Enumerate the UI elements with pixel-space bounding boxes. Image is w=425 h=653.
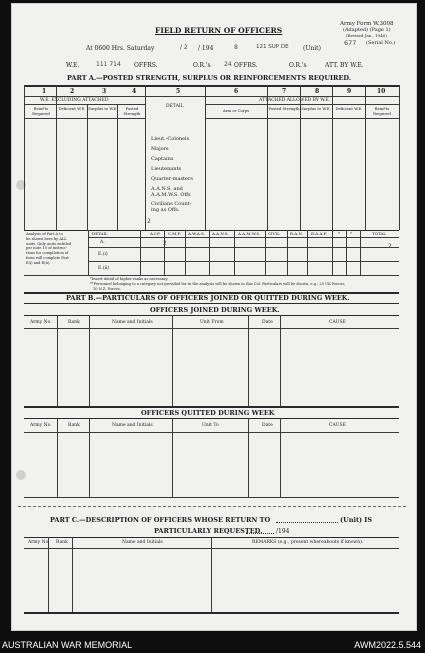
col-line <box>117 104 118 230</box>
form-number: Army Form W.3008 <box>340 21 394 27</box>
col-num-10: 10 <box>377 88 386 95</box>
unit-label: (Unit) <box>303 45 321 52</box>
ors2-label: O.R.'s <box>289 62 307 69</box>
col-line <box>280 315 281 407</box>
c-h-name: Name and Initials <box>122 540 163 545</box>
joined-h-rank: Rank <box>68 320 80 325</box>
analysis-row-eii: E.(ii) <box>98 266 110 271</box>
detail-lt-colonels: Lieut.-Colonels <box>151 136 190 142</box>
rule <box>24 406 399 408</box>
col-line <box>287 230 288 275</box>
col-line <box>145 85 146 230</box>
analysis-h-ran: R.A.N. <box>290 231 303 236</box>
col-line <box>248 315 249 407</box>
offrs2-label: OFFRS. <box>234 62 258 69</box>
rule <box>24 432 399 433</box>
detail-lieutenants: Lieutenants <box>151 166 182 172</box>
we-excluding-header: W.E. EXCLUDING ATTACHED <box>40 98 109 103</box>
analysis-h-awas: A.W.A.S. <box>188 231 205 236</box>
sub-deficient-1: Deficient W.E. <box>58 106 86 111</box>
sub-posted-2: Posted Strength <box>268 106 300 111</box>
joined-h-unit-from: Unit From <box>200 320 224 325</box>
analysis-h-aif: A.I.F. <box>150 231 161 236</box>
joined-h-cause: CAUSE <box>329 320 346 325</box>
perforation <box>18 506 406 507</box>
col-num-5: 5 <box>176 88 181 95</box>
analysis-note-line: Analysis of Part A to <box>26 232 63 236</box>
joined-h-date: Date <box>262 320 273 325</box>
detail-civilians-2: ing as Offs. <box>151 207 180 213</box>
part-a-title: PART A.—POSTED STRENGTH, SURPLUS OR REINFORCEMENTS REQUIRED. <box>67 74 352 82</box>
quitted-h-rank: Rank <box>68 423 80 428</box>
sub-reinfts-1: Reinf'ts Required <box>32 106 50 116</box>
quitted-h-date: Date <box>262 423 273 428</box>
col-line <box>211 537 212 613</box>
rule <box>88 237 399 238</box>
rule <box>24 315 399 316</box>
footer-accession: AWM2022.5.544 <box>354 640 421 650</box>
analysis-h-total: TOTAL <box>372 231 386 236</box>
detail-civilians: Civilians Count- <box>151 201 192 207</box>
at-time-label: At 0600 Hrs. Saturday <box>86 45 155 52</box>
col-num-6: 6 <box>234 88 239 95</box>
ors-label: O.R.'s <box>193 62 211 69</box>
footnote-3: 10 N.Z. Forces. <box>93 287 121 291</box>
rule <box>24 612 399 614</box>
col-num-3: 3 <box>102 88 107 95</box>
analysis-h-raaf: R.A.A.F. <box>311 231 328 236</box>
col-line <box>332 230 333 275</box>
att-label: ATT. BY W.E. <box>325 62 364 69</box>
col-line <box>365 85 366 230</box>
rule <box>205 104 399 105</box>
punch-hole <box>16 470 26 480</box>
col-line <box>265 230 266 275</box>
col-line <box>280 418 281 498</box>
col-line <box>248 418 249 498</box>
detail-aans: A.A.N.S. and <box>151 186 183 192</box>
quitted-h-name: Name and Initials <box>112 423 153 428</box>
rule <box>24 118 145 119</box>
rule <box>24 104 145 105</box>
col-line <box>88 230 89 275</box>
analysis-note <box>26 232 86 266</box>
c-h-rank: Rank <box>56 540 68 545</box>
col-num-9: 9 <box>347 88 352 95</box>
part-b-title: PART B.—PARTICULARS OF OFFICERS JOINED OR QUITTED DURING WEEK. <box>66 294 350 302</box>
rule <box>205 118 399 119</box>
sub-surplus-1: Surplus to W.E. <box>88 106 118 111</box>
quitted-h-unit-to: Unit To <box>202 423 219 428</box>
form-title: FIELD RETURN OF OFFICERS <box>155 26 283 35</box>
col-line <box>24 85 25 230</box>
col-line <box>234 230 235 275</box>
rule <box>24 85 399 87</box>
analysis-h-star2: * <box>350 231 352 236</box>
analysis-h-detail: DETAIL <box>92 231 108 236</box>
date-blank <box>246 533 274 534</box>
col-line <box>205 85 206 230</box>
analysis-h-aans: A.A.N.S. <box>212 231 229 236</box>
footnote-2: **Personnel belonging to a category not provided for in the analysis will be shown in this Col. Particulars will be shown, e.g., 25 UK Forces; <box>90 282 346 286</box>
col-line <box>56 85 57 230</box>
col-line <box>209 230 210 275</box>
col-line <box>346 230 347 275</box>
quitted-title: OFFICERS QUITTED DURING WEEK <box>141 409 275 417</box>
col-line <box>185 230 186 275</box>
form-revised: (Revised Jan., 1940) <box>346 33 387 38</box>
unit-handwritten: 121 SUP DE <box>256 44 289 50</box>
offrs-label: OFFRS. <box>134 62 158 69</box>
analysis-note-line: units. Only units entitled <box>26 241 72 246</box>
col-line <box>172 418 173 498</box>
detail-majors: Majors <box>151 146 169 152</box>
col-line <box>399 85 400 230</box>
analysis-note-line: form will complete Part <box>26 255 69 260</box>
serial-label: (Serial No.) <box>366 40 396 46</box>
part-c-title: PART C.—DESCRIPTION OF OFFICERS WHOSE RETURN TO <box>50 516 271 524</box>
analysis-note-line: per note 10 of instruc- <box>26 246 67 251</box>
col-num-1: 1 <box>42 88 47 95</box>
col-line <box>360 230 361 275</box>
analysis-total-handwritten: 2 <box>388 243 392 250</box>
col-line <box>48 537 49 613</box>
rule <box>24 96 399 97</box>
sub-posted-1: Posted Strength <box>123 106 141 116</box>
part-c-year: /194 <box>276 528 290 535</box>
detail-captains: Captains <box>151 156 174 162</box>
unit-blank <box>276 522 338 523</box>
rule <box>88 261 399 262</box>
analysis-h-cmf: C.M.F. <box>168 231 181 236</box>
joined-title: OFFICERS JOINED DURING WEEK. <box>150 306 280 314</box>
analysis-note-line: tions for compilation of <box>26 251 69 256</box>
col-line <box>89 315 90 407</box>
rule <box>24 275 399 276</box>
c-h-remarks: REMARKS (e.g., present whereabouts if known). <box>252 540 364 545</box>
quitted-h-army-no: Army No. <box>30 423 52 428</box>
col-line <box>57 418 58 498</box>
sub-deficient-2: Deficient W.E. <box>335 106 363 111</box>
col-line <box>72 537 73 613</box>
detail-handwritten-total: 2 <box>147 218 151 225</box>
analysis-row-ei: E.(i) <box>98 252 108 257</box>
footer-institution: AUSTRALIAN WAR MEMORIAL <box>2 640 133 650</box>
analysis-note-line: be shown here by ALL <box>26 236 67 241</box>
date-handwritten: / 2 <box>180 44 188 51</box>
quitted-h-cause: CAUSE <box>329 423 346 428</box>
ors-handwritten: 24 <box>224 61 232 68</box>
col-num-4: 4 <box>132 88 137 95</box>
detail-quarter-masters: Quarter-masters <box>151 176 193 182</box>
serial-number-handwritten: 677 <box>344 39 357 47</box>
rule <box>88 247 399 248</box>
analysis-cmf-handwritten: 2 <box>163 240 167 247</box>
rule <box>24 497 399 498</box>
sub-arm-corps: Arm or Corps <box>222 108 250 113</box>
col-line <box>332 85 333 230</box>
analysis-row-a: A. <box>100 240 105 245</box>
col-line <box>57 315 58 407</box>
rule <box>24 303 399 304</box>
col-line <box>140 230 141 275</box>
footnote-1: *Insert detail of higher ranks as necessary. <box>90 277 169 281</box>
analysis-h-star1: * <box>338 231 340 236</box>
part-c-unit: (Unit) IS <box>340 516 373 524</box>
attached-allowed-header: ATTACHED ALLOWED BY W.E. <box>259 98 331 103</box>
year-handwritten: 8 <box>234 44 238 51</box>
form-adapted: (Adapted) (Page 1) <box>343 27 391 33</box>
col-line <box>300 85 301 230</box>
detail-header: DETAIL <box>166 104 184 109</box>
c-h-army-no: Army No. <box>28 540 50 545</box>
col-line <box>307 230 308 275</box>
rule <box>24 418 399 419</box>
joined-h-name: Name and Initials <box>112 320 153 325</box>
col-line <box>267 85 268 230</box>
we-label: W.E. <box>66 62 80 69</box>
sub-reinfts-2: Reinf'ts Required <box>373 106 391 116</box>
rule <box>24 328 399 329</box>
we-handwritten: 111 714 <box>96 61 121 68</box>
col-line <box>87 104 88 230</box>
part-c-title-2: PARTICULARLY REQUESTED. <box>154 527 263 535</box>
analysis-h-civil: CIVIL <box>268 231 280 236</box>
col-num-7: 7 <box>282 88 287 95</box>
col-num-8: 8 <box>315 88 320 95</box>
analysis-note-line: E(i) and E(ii). <box>26 260 51 265</box>
col-num-2: 2 <box>70 88 75 95</box>
sub-surplus-2: Surplus to W.E. <box>301 106 331 111</box>
detail-aamws: A.A.M.W.S. Offs <box>151 192 191 198</box>
col-line <box>164 230 165 275</box>
year-label: / 194 <box>198 45 214 52</box>
col-line <box>172 315 173 407</box>
joined-h-army-no: Army No. <box>30 320 52 325</box>
col-line <box>89 418 90 498</box>
analysis-h-aamws: A.A.M.W.S. <box>238 231 261 236</box>
